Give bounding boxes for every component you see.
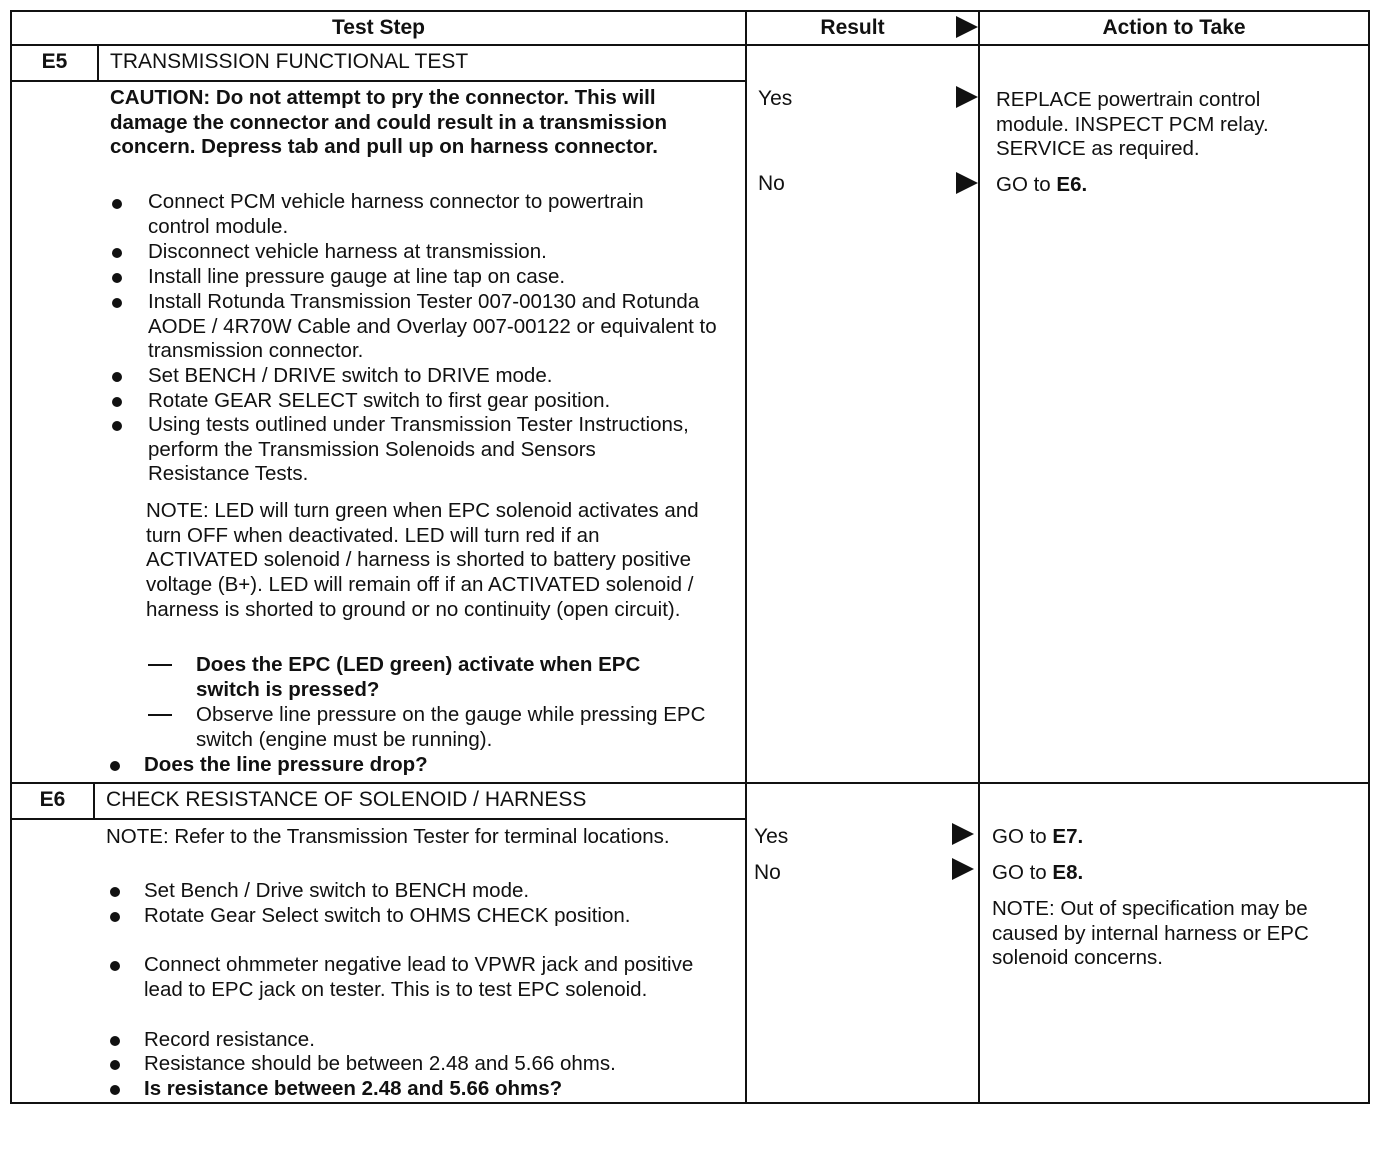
e5-bullet-4: Install Rotunda Transmission Tester 007-00130 and Rotunda AODE / 4R70W Cable and Overlay 007-00122 or equivalent to transmission connector. — [148, 290, 717, 363]
e5-step-id: E5 — [41, 50, 68, 73]
e6-bullet-5: Resistance should be between 2.48 and 5.66 ohms. — [144, 1052, 616, 1075]
bullet-icon — [112, 298, 122, 308]
e6-action-note: NOTE: Out of specification may be caused by internal harness or EPC solenoid concerns. — [992, 897, 1309, 970]
bullet-icon — [110, 961, 120, 971]
bullet-icon — [110, 761, 120, 771]
e5-result-yes: Yes — [758, 87, 793, 110]
e5-bullet-6: Rotate GEAR SELECT switch to first gear position. — [148, 389, 611, 412]
e5-action-yes: REPLACE powertrain control module. INSPECT PCM relay. SERVICE as required. — [996, 88, 1269, 161]
e5-step-title: TRANSMISSION FUNCTIONAL TEST — [110, 50, 469, 73]
bullet-icon — [110, 912, 120, 922]
e6-title-divider — [12, 818, 747, 820]
e6-bullet-3: Connect ohmmeter negative lead to VPWR jack and positive lead to EPC jack on tester. This is to test EPC solenoid. — [144, 953, 694, 1001]
step-id-divider-e5 — [97, 46, 99, 82]
bullet-icon — [112, 397, 122, 407]
e5-action-no — [996, 173, 1356, 198]
e6-result-yes: Yes — [754, 825, 789, 848]
bullet-icon — [110, 1060, 120, 1070]
header-test-step: Test Step — [332, 16, 425, 39]
e5-dash-1: Does the EPC (LED green) activate when EPC switch is pressed? — [196, 653, 641, 701]
column-divider-action — [978, 12, 980, 1102]
e5-e6-divider — [12, 782, 1368, 784]
e5-yes-arrow-icon — [956, 86, 978, 108]
e5-title-divider — [12, 80, 747, 82]
e5-caution: CAUTION: Do not attempt to pry the connector. This will damage the connector and could result in a transmission concern. Depress tab and pull up on harness connector. — [110, 86, 668, 159]
e5-no-arrow-icon — [956, 172, 978, 194]
e5-bullet-5: Set BENCH / DRIVE switch to DRIVE mode. — [148, 364, 553, 387]
e6-action-no — [992, 861, 1352, 886]
e6-result-no: No — [754, 861, 781, 884]
e5-dash-2: Observe line pressure on the gauge while pressing EPC switch (engine must be running). — [196, 703, 706, 751]
e6-bullet-4: Record resistance. — [144, 1028, 315, 1051]
header-result: Result — [820, 16, 885, 39]
e6-step-id: E6 — [39, 788, 66, 811]
dash-icon — [148, 664, 172, 666]
e6-yes-arrow-icon — [952, 823, 974, 845]
bullet-icon — [112, 273, 122, 283]
e6-bullet-1: Set Bench / Drive switch to BENCH mode. — [144, 879, 530, 902]
e5-bullet-7: Using tests outlined under Transmission Tester Instructions, perform the Transmission Solenoids and Sensors Resistance Tests. — [148, 413, 689, 486]
e5-action-no-prefix: GO to — [996, 173, 1057, 196]
e6-action-yes-prefix: GO to — [992, 825, 1053, 848]
header-arrow-icon — [956, 16, 978, 38]
step-id-divider-e6 — [93, 784, 95, 820]
e5-bullet-1: Connect PCM vehicle harness connector to powertrain control module. — [148, 190, 644, 238]
bullet-icon — [110, 1036, 120, 1046]
bullet-icon — [112, 199, 122, 209]
e6-bullet-2: Rotate Gear Select switch to OHMS CHECK position. — [144, 904, 631, 927]
e6-action-no-prefix: GO to — [992, 861, 1053, 884]
bullet-icon — [112, 421, 122, 431]
column-divider-result — [745, 12, 747, 1102]
dash-icon — [148, 714, 172, 716]
e6-action-yes — [992, 825, 1352, 850]
bullet-icon — [110, 1085, 120, 1095]
e6-action-no-target: E8. — [1052, 861, 1084, 884]
e5-bullet-2: Disconnect vehicle harness at transmission. — [148, 240, 547, 263]
bullet-icon — [112, 248, 122, 258]
e5-result-no: No — [758, 172, 785, 195]
header-action: Action to Take — [1102, 16, 1246, 39]
e6-action-yes-target: E7. — [1052, 825, 1084, 848]
e5-bullet-3: Install line pressure gauge at line tap on case. — [148, 265, 566, 288]
test-step-table — [10, 10, 1370, 1104]
e6-no-arrow-icon — [952, 858, 974, 880]
e6-step-title: CHECK RESISTANCE OF SOLENOID / HARNESS — [106, 788, 587, 811]
e5-action-no-target: E6. — [1056, 173, 1088, 196]
e5-last-bullet: Does the line pressure drop? — [144, 753, 428, 776]
bullet-icon — [112, 372, 122, 382]
bullet-icon — [110, 887, 120, 897]
e6-note: NOTE: Refer to the Transmission Tester for terminal locations. — [106, 825, 670, 848]
e5-note: NOTE: LED will turn green when EPC solenoid activates and turn OFF when deactivated. LED will turn red if an ACTIVATED solenoid / harness is shorted to battery positive voltage (B+). LED will remain off if an ACTIVATED solenoid / harness is shorted to ground or no continuity (open circuit). — [146, 499, 699, 621]
e6-last-bullet: Is resistance between 2.48 and 5.66 ohms? — [144, 1077, 563, 1100]
